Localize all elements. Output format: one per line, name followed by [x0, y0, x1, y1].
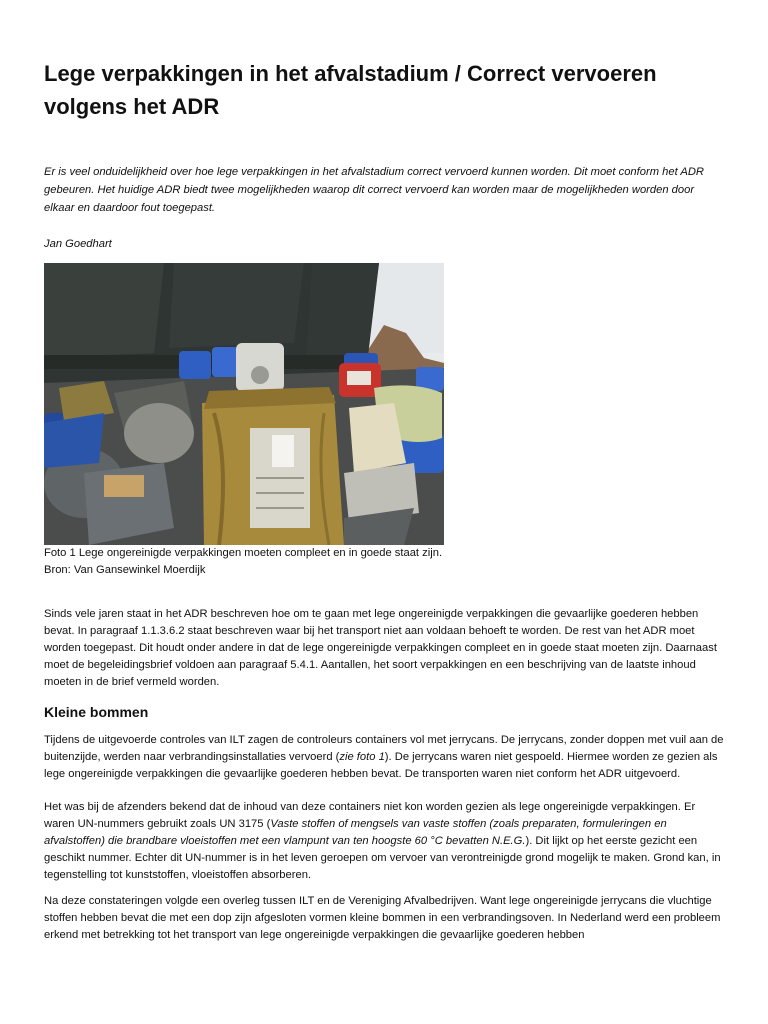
- paragraph-2-text-b: ). De jerrycans waren niet gespoeld. Hiermee worden ze gezien als lege ongereinigde verpakkingen die gevaarlijke goederen hebben bevat. De transporten waren niet conform het ADR uitgevoerd.: [44, 751, 718, 780]
- paragraph-3-text-a: Het was bij de afzenders bekend dat de inhoud van deze containers niet kon worden gezien als lege ongereinigde verpakkingen. Er waren UN-nummers gebruikt zoals UN 3175 (: [44, 801, 696, 830]
- paragraph-2: [44, 732, 726, 783]
- article-photo: [44, 263, 444, 545]
- subheading-kleine-bommen: Kleine bommen: [44, 704, 149, 720]
- paragraph-2-emphasis: zie foto 1: [339, 751, 385, 763]
- photo-caption-text: Foto 1 Lege ongereinigde verpakkingen moeten compleet en in goede staat zijn.: [44, 547, 443, 559]
- jerrycans-photo-illustration: [44, 263, 444, 545]
- article-title-line1: Lege verpakkingen in het afvalstadium / Correct vervoeren: [44, 61, 657, 86]
- article-intro: Er is veel onduidelijkheid over hoe lege verpakkingen in het afvalstadium correct vervoerd kunnen worden. Dit moet conform het ADR gebeuren. Het huidige ADR biedt twee mogelijkheden waarop dit correct vervoerd kan worden maar de mogelijkheden worden door elkaar en daardoor fout toegepast.: [44, 166, 704, 214]
- paragraph-3-text-b: ). Dit lijkt op het eerste gezicht een geschikt nummer. Echter dit UN-nummer is in het leven geroepen om vervoer van verontreinigde grond mogelijk te maken. Grond kan, in tegenstelling tot kunststoffen, vloeistoffen absorberen.: [44, 835, 721, 881]
- paragraph-2-text-a: Tijdens de uitgevoerde controles van ILT zagen de controleurs containers vol met jerrycans. De jerrycans, zonder doppen met vuil aan de buitenzijde, werden naar verbrandingsinstallaties vervoerd (: [44, 734, 724, 763]
- article-title-line2: volgens het ADR: [44, 94, 220, 119]
- paragraph-4: Na deze constateringen volgde een overleg tussen ILT en de Vereniging Afvalbedrijven. Want lege ongereinigde jerrycans die vluchtige stoffen hebben bevat die met een dop zijn afgesloten vormen kleine bommen in een verbrandingsoven. In Nederland werd een probleem erkend met betrekking tot het transport van lege ongereinigde verpakkingen die gevaarlijke goederen hebben: [44, 895, 721, 941]
- article-title: [44, 57, 726, 123]
- photo-caption: [44, 545, 442, 579]
- paragraph-1: Sinds vele jaren staat in het ADR beschreven hoe om te gaan met lege ongereinigde verpakkingen die gevaarlijke goederen hebben bevat. In paragraaf 1.1.3.6.2 staat beschreven waar bij het transport niet aan voldaan behoeft te worden. De rest van het ADR moet worden toegepast. Dit houdt onder andere in dat de lege ongereinigde verpakkingen compleet en in goede staat moeten zijn. Daarnaast moet de begeleidingsbrief voldoen aan paragraaf 5.4.1. Aantallen, het soort verpakkingen en een beschrijving van de laatste inhoud moeten in de brief vermeld worden.: [44, 608, 717, 688]
- paragraph-3: [44, 799, 726, 884]
- article-author: Jan Goedhart: [44, 238, 112, 250]
- paragraph-3-emphasis: Vaste stoffen of mengsels van vaste stoffen (zoals preparaten, formuleringen en afvalstoffen) die brandbare vloeistoffen met een vlampunt van ten hoogste 60 °C bevatten N.E.G.: [44, 818, 667, 847]
- photo-source: Bron: Van Gansewinkel Moerdijk: [44, 564, 206, 576]
